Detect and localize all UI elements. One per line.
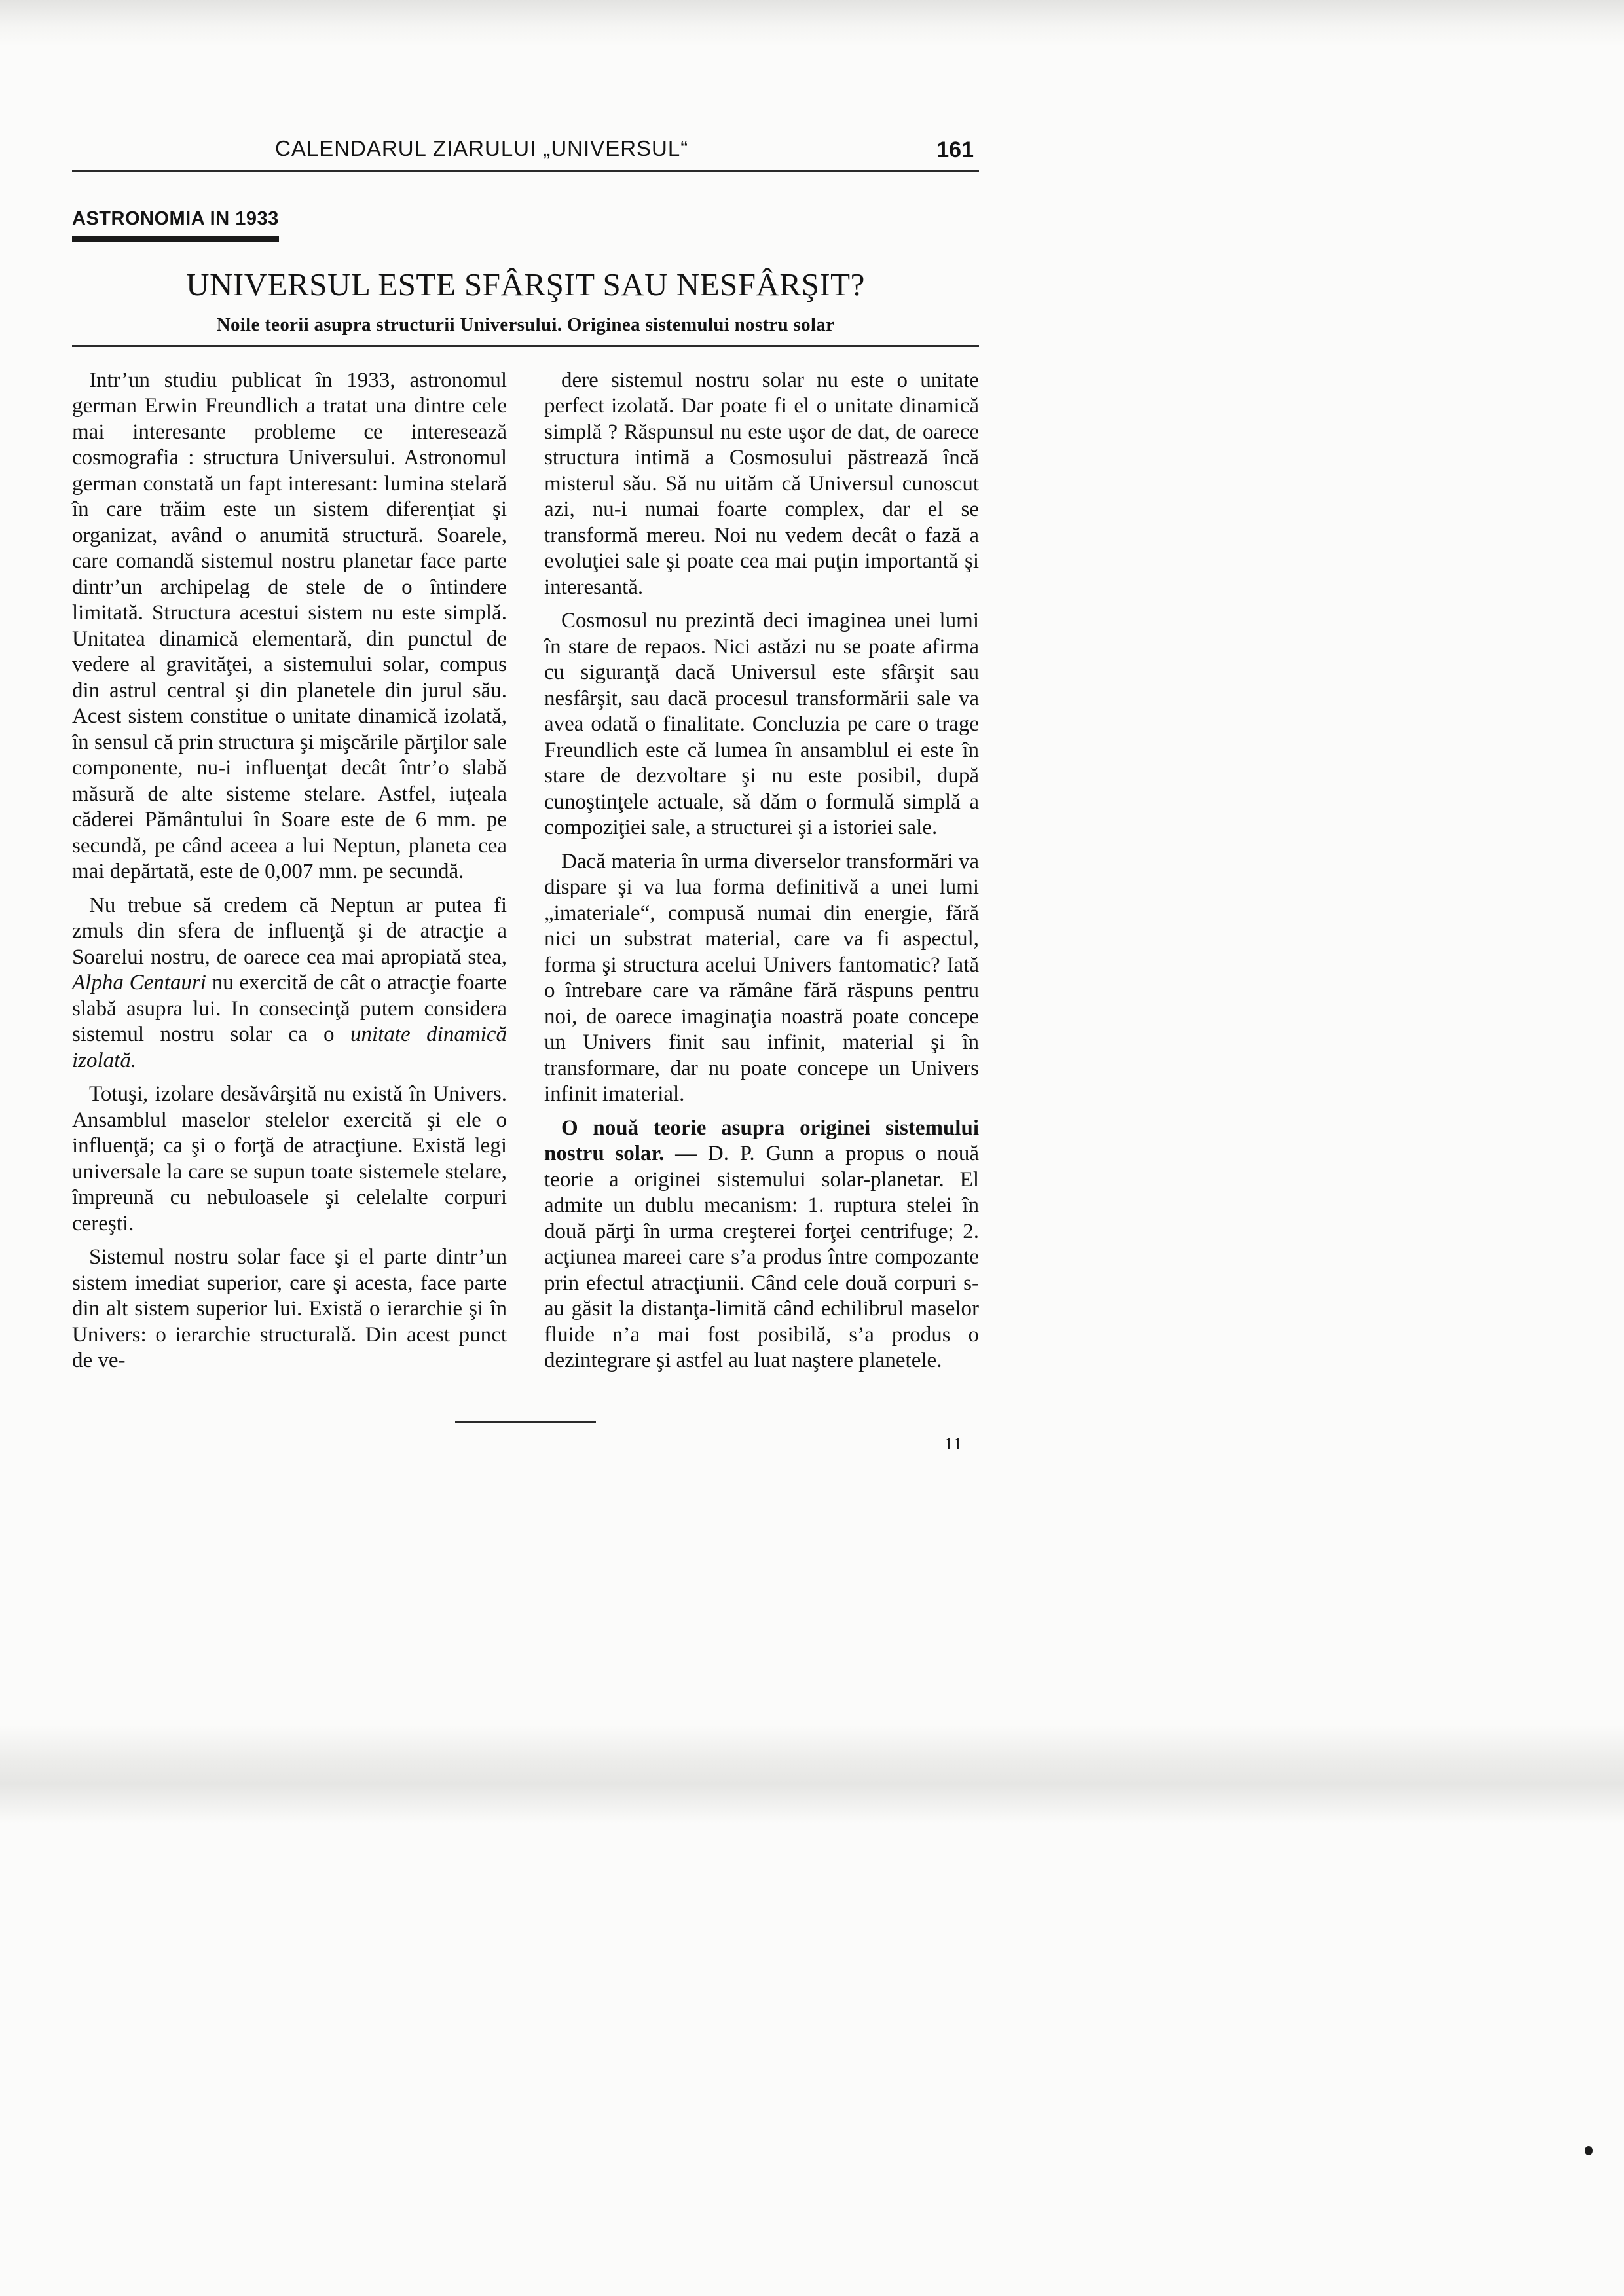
article-headline: UNIVERSUL ESTE SFÂRŞIT SAU NESFÂRŞIT?	[186, 266, 865, 302]
article-body	[72, 368, 979, 1382]
running-header	[72, 131, 979, 172]
running-title: CALENDARUL ZIARULUI „UNIVERSUL“	[275, 136, 689, 160]
paragraph: dere sistemul nostru solar nu este o unitate perfect izolată. Dar poate fi el o unitate dinamică simplă ? Răspunsul nu este uşor de dat, de oarece structura intimă a Cosmosului păstrează încă misterul său. Să nu uităm că Universul cunoscut azi, nu-i numai foarte complex, dar el se transformă mereu. Noi nu vedem decât o fază a evoluţiei sale şi poate cea mai puţin importantă şi interesantă.	[544, 368, 979, 599]
paragraph: O nouă teorie asupra originei sistemului nostru solar. — D. P. Gunn a propus o nouă teorie a originei sistemului solar-planetar. El admite un dublu mecanism: 1. ruptura stelei în două părţi în urma creşterei forţei centrifuge; 2. acţiunea mareei care s’a produs între compozante prin efectul atracţiunii. Când cele două corpuri s-au găsit la distanţa-limită când echilibrul maselor fluide n’a mai fost posibilă, s’a produs o dezintegrare şi astfel au luat naştere planetele.	[544, 1116, 979, 1373]
page-number: 161	[936, 137, 974, 162]
paragraph: Intr’un studiu publicat în 1933, astronomul german Erwin Freundlich a tratat una dintre cele mai interesante probleme ce interesează cosmografia : structura Universului. Astronomul german constată un fapt interesant: lumina stelară în care trăim este un sistem diferenţiat şi organizat, având o anumită structură. Soarele, care comandă sistemul nostru planetar face parte dintr’un archipelag de stele de o întindere limitată. Structura acestui sistem nu este simplă. Unitatea dinamică elementară, din punctul de vedere al gravităţei, a sistemului solar, compus din astrul central şi din planetele din jurul său. Acest sistem constitue o unitate dinamică izolată, în sensul că prin structura şi mişcările părţilor sale componente, nu-i influenţat decât într’o slabă măsură de alte sisteme stelare. Astfel, iuţeala căderei Pământului în Soare este de 6 mm. pe secundă, pe când aceea a lui Neptun, planeta cea mai depărtată, este de 0,007 mm. pe secundă.	[72, 368, 507, 884]
footer-rule	[455, 1421, 596, 1423]
document-page	[72, 131, 979, 1454]
paragraph: Sistemul nostru solar face şi el parte dintr’un sistem imediat superior, care şi acesta, face parte din alt sistem superior lui. Există o ierarchie şi în Univers: o ierarchie structurală. Din acest punct de ve-	[72, 1245, 507, 1373]
paragraph: Nu trebue să credem că Neptun ar putea fi zmuls din sfera de influenţă şi de atracţie a Soarelui nostru, de oarece cea mai apropiată stea, Alpha Centauri nu exercită de cât o atracţie foarte slabă asupra lui. In consecinţă putem considera sistemul nostru solar ca o unitate dinamică izolată.	[72, 893, 507, 1072]
scan-shadow-band	[0, 1725, 1624, 1823]
section-label: ASTRONOMIA IN 1933	[72, 208, 279, 242]
emphasis-term: unitate dinamică izolată.	[72, 1023, 507, 1072]
paragraph: Totuşi, izolare desăvârşită nu există în Univers. Ansamblul maselor stelelor exercită şi ele o influenţă; ca şi o forţă de atracţiune. Există legi universale la care se supun toate sistemele stelare, împreună cu nebuloasele şi celelalte corpuri cereşti.	[72, 1082, 507, 1235]
right-column	[544, 368, 979, 1382]
scan-shadow-top	[0, 0, 1624, 46]
star-name: Alpha Centauri	[72, 971, 206, 995]
sheet-number: 11	[944, 1434, 963, 1453]
scan-speck	[1585, 2146, 1593, 2155]
subheadline-rule	[72, 345, 979, 347]
left-column	[72, 368, 507, 1382]
subsection-title: O nouă teorie asupra originei sistemului nostru solar.	[544, 1116, 979, 1166]
paragraph: Dacă materia în urma diverselor transformări va dispare şi va lua forma definitivă a unei lumi „imateriale“, compusă numai din energie, fără nici un substrat material, care va fi aspectul, forma şi structura acelui Univers fantomatic? Iată o întrebare care va rămâne fără răspuns pentru noi, de oarece imaginaţia noastră poate concepe un Univers finit sau infinit, material şi în transformare, dar nu poate concepe un Univers infinit imaterial.	[544, 849, 979, 1106]
article-subheadline: Noile teorii asupra structurii Universului. Originea sistemului nostru solar	[216, 314, 835, 335]
paragraph: Cosmosul nu prezintă deci imaginea unei lumi în stare de repaos. Nici astăzi nu se poate afirma cu siguranţă dacă Universul este sfârşit sau nesfârşit, sau dacă procesul transformării sale va avea odată o finalitate. Concluzia pe care o trage Freundlich este că lumea în ansamblul ei este în stare de dezvoltare şi nu este posibil, după cunoştinţele actuale, să dăm o formulă simplă a compoziţiei sale, a structurei şi a istoriei sale.	[544, 609, 979, 840]
